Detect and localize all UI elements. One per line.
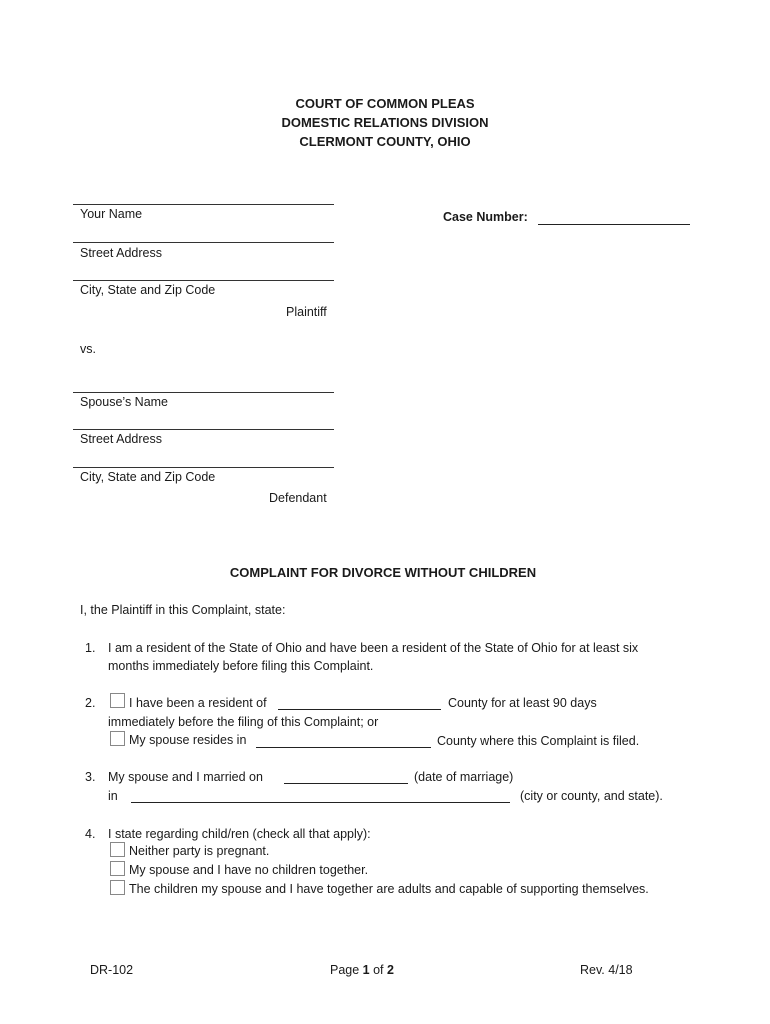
item-3-line-2-text: in xyxy=(108,789,118,803)
page-number xyxy=(330,963,394,977)
item-3-line-2-suffix: (city or county, and state). xyxy=(520,789,663,803)
page-current: 1 xyxy=(362,963,370,977)
revision-label: Rev. 4/18 xyxy=(580,963,633,977)
form-id: DR-102 xyxy=(90,963,134,977)
defendant-name-label: Spouse’s Name xyxy=(80,395,169,409)
item-2-option-1-suffix: County for at least 90 days xyxy=(448,696,597,710)
court-name: COURT OF COMMON PLEAS xyxy=(295,96,475,111)
item-3-line-1-text: My spouse and I married on xyxy=(108,770,263,784)
no-children-checkbox[interactable] xyxy=(110,861,125,876)
item-2-number: 2. xyxy=(85,696,96,710)
versus-label: vs. xyxy=(80,342,96,356)
plaintiff-city-label: City, State and Zip Code xyxy=(80,283,216,297)
item-4-option-2: My spouse and I have no children together. xyxy=(129,863,369,877)
intro-statement: I, the Plaintiff in this Complaint, state: xyxy=(80,603,286,617)
resident-county-checkbox[interactable] xyxy=(110,693,125,708)
defendant-street-label: Street Address xyxy=(80,432,162,446)
case-number-field[interactable] xyxy=(538,224,690,225)
page-of: of xyxy=(369,963,387,977)
defendant-street-line[interactable] xyxy=(73,429,334,430)
item-1-line-2: months immediately before filing this Complaint. xyxy=(108,659,374,673)
item-3-line-1-suffix: (date of marriage) xyxy=(414,770,514,784)
resident-county-field[interactable] xyxy=(278,709,441,710)
item-2-option-2-suffix: County where this Complaint is filed. xyxy=(437,734,640,748)
plaintiff-name-line[interactable] xyxy=(73,204,334,205)
division-name: DOMESTIC RELATIONS DIVISION xyxy=(281,115,489,130)
defendant-city-label: City, State and Zip Code xyxy=(80,470,216,484)
page-total: 2 xyxy=(387,963,394,977)
plaintiff-role-label: Plaintiff xyxy=(286,305,327,319)
item-2-continuation: immediately before the filing of this Complaint; or xyxy=(108,715,379,729)
marriage-date-field[interactable] xyxy=(284,783,408,784)
item-2-option-1-text: I have been a resident of xyxy=(129,696,267,710)
item-4-option-1: Neither party is pregnant. xyxy=(129,844,270,858)
spouse-resides-checkbox[interactable] xyxy=(110,731,125,746)
defendant-city-line[interactable] xyxy=(73,467,334,468)
item-1-line-1: I am a resident of the State of Ohio and have been a resident of the State of Ohio for at least six xyxy=(108,641,639,655)
plaintiff-street-line[interactable] xyxy=(73,242,334,243)
county-name: CLERMONT COUNTY, OHIO xyxy=(299,134,471,149)
item-4-option-3: The children my spouse and I have together are adults and capable of supporting themselves. xyxy=(129,882,649,896)
spouse-county-field[interactable] xyxy=(256,747,431,748)
defendant-role-label: Defendant xyxy=(269,491,327,505)
defendant-name-line[interactable] xyxy=(73,392,334,393)
case-number-label: Case Number: xyxy=(443,210,528,224)
item-1-number: 1. xyxy=(85,641,96,655)
plaintiff-name-label: Your Name xyxy=(80,207,143,221)
item-3-number: 3. xyxy=(85,770,96,784)
item-2-option-2-text: My spouse resides in xyxy=(129,733,247,747)
document-title: COMPLAINT FOR DIVORCE WITHOUT CHILDREN xyxy=(229,565,537,580)
marriage-place-field[interactable] xyxy=(131,802,510,803)
item-4-intro: I state regarding child/ren (check all that apply): xyxy=(108,827,371,841)
plaintiff-street-label: Street Address xyxy=(80,246,162,260)
adult-children-checkbox[interactable] xyxy=(110,880,125,895)
not-pregnant-checkbox[interactable] xyxy=(110,842,125,857)
page-prefix: Page xyxy=(330,963,363,977)
plaintiff-city-line[interactable] xyxy=(73,280,334,281)
item-4-number: 4. xyxy=(85,827,96,841)
